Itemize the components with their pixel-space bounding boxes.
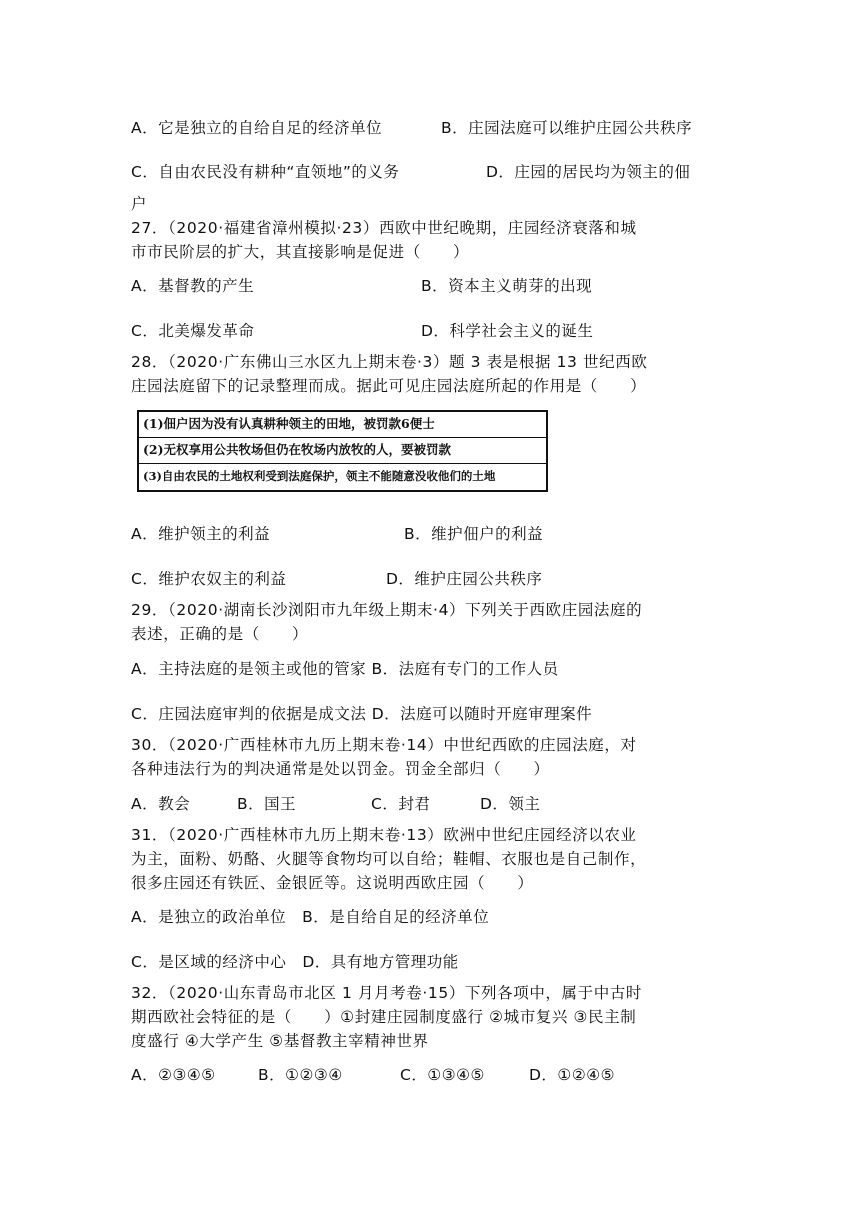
q28-record-table bbox=[137, 410, 548, 492]
q28-option-b: B．维护佃户的利益 bbox=[404, 525, 544, 543]
q28-stem-line1: 28．（2020·广东佛山三水区九上期末卷·3）题 3 表是根据 13 世纪西欧 bbox=[131, 353, 648, 371]
q26-option-b: B．庄园法庭可以维护庄园公共秩序 bbox=[441, 119, 693, 137]
q28-table-row-3: (3)自由农民的土地权利受到法庭保护，领主不能随意没收他们的土地 bbox=[143, 469, 496, 483]
q26-option-d-wrap: 户 bbox=[131, 195, 147, 213]
q28-stem-line2: 庄园法庭留下的记录整理而成。据此可见庄园法庭所起的作用是（ ） bbox=[131, 377, 647, 395]
q30-stem-line1: 30．（2020·广西桂林市九历上期末卷·14）中世纪西欧的庄园法庭，对 bbox=[131, 736, 637, 754]
q26-option-c: C．自由农民没有耕种“直领地”的义务 bbox=[131, 163, 400, 181]
q28-table-row-1: (1)佃户因为没有认真耕种领主的田地，被罚款6便士 bbox=[139, 412, 546, 438]
q26-option-a: A．它是独立的自给自足的经济单位 bbox=[131, 119, 383, 137]
q32-option-c: C．①③④⑤ bbox=[400, 1066, 485, 1084]
q31-options-line1: A．是独立的政治单位 B．是自给自足的经济单位 bbox=[131, 908, 490, 926]
q32-stem-line1: 32．（2020·山东青岛市北区 1 月月考卷·15）下列各项中，属于中古时 bbox=[131, 984, 643, 1002]
q27-option-d: D．科学社会主义的诞生 bbox=[421, 322, 594, 340]
q27-stem-line1: 27．（2020·福建省漳州模拟·23）西欧中世纪晚期，庄园经济衰落和城 bbox=[131, 219, 637, 237]
q32-stem-line2: 期西欧社会特征的是（ ）①封建庄园制度盛行 ②城市复兴 ③民主制 bbox=[131, 1008, 637, 1026]
q26-option-d: D．庄园的居民均为领主的佃 bbox=[486, 163, 691, 181]
q29-stem-line1: 29．（2020·湖南长沙浏阳市九年级上期末·4）下列关于西欧庄园法庭的 bbox=[131, 601, 643, 619]
q27-option-a: A．基督教的产生 bbox=[131, 277, 255, 295]
q32-option-b: B．①②③④ bbox=[258, 1066, 343, 1084]
q30-stem-line2: 各种违法行为的判决通常是处以罚金。罚金全部归（ ） bbox=[131, 760, 550, 778]
q31-stem-line3: 很多庄园还有铁匠、金银匠等。这说明西欧庄园（ ） bbox=[131, 874, 534, 892]
q28-option-a: A．维护领主的利益 bbox=[131, 525, 271, 543]
q32-option-a: A．②③④⑤ bbox=[131, 1066, 216, 1084]
q30-option-a: A．教会 bbox=[131, 795, 191, 813]
q31-stem-line1: 31．（2020·广西桂林市九历上期末卷·13）欧洲中世纪庄园经济以农业 bbox=[131, 826, 637, 844]
q31-options-line2: C．是区域的经济中心 D．具有地方管理功能 bbox=[131, 953, 459, 971]
q29-options-line2: C．庄园法庭审判的依据是成文法 D．法庭可以随时开庭审理案件 bbox=[131, 705, 593, 723]
q29-options-line1: A．主持法庭的是领主或他的管家 B．法庭有专门的工作人员 bbox=[131, 660, 559, 678]
q29-stem-line2: 表述，正确的是（ ） bbox=[131, 625, 309, 643]
q32-stem-line3: 度盛行 ④大学产生 ⑤基督教主宰精神世界 bbox=[131, 1032, 429, 1050]
q27-option-b: B．资本主义萌芽的出现 bbox=[421, 277, 593, 295]
q30-option-c: C．封君 bbox=[371, 795, 431, 813]
q27-stem-line2: 市市民阶层的扩大，其直接影响是促进（ ） bbox=[131, 243, 470, 261]
q27-option-c: C．北美爆发革命 bbox=[131, 322, 255, 340]
q32-option-d: D．①②④⑤ bbox=[529, 1066, 616, 1084]
q28-option-d: D．维护庄园公共秩序 bbox=[386, 570, 543, 588]
q30-option-b: B．国王 bbox=[237, 795, 297, 813]
q28-option-c: C．维护农奴主的利益 bbox=[131, 570, 287, 588]
q28-table-row-2: (2)无权享用公共牧场但仍在牧场内放牧的人，要被罚款 bbox=[139, 438, 546, 464]
q31-stem-line2: 为主，面粉、奶酪、火腿等食物均可以自给；鞋帽、衣服也是自己制作， bbox=[131, 850, 647, 868]
q30-option-d: D．领主 bbox=[480, 795, 541, 813]
